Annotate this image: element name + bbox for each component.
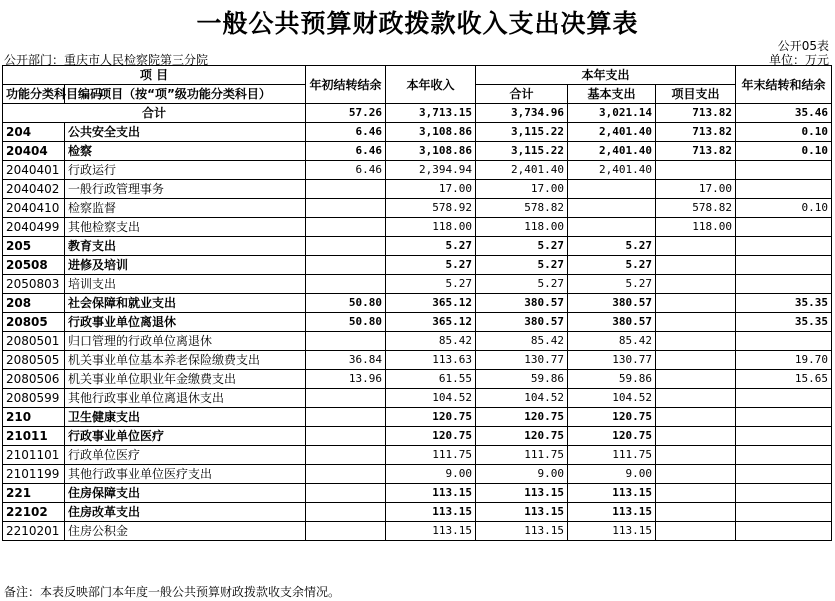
basic-expense-cell: 59.86 xyxy=(568,370,656,389)
basic-expense-cell: 5.27 xyxy=(568,256,656,275)
project-expense-cell xyxy=(656,237,736,256)
row-name-cell: 其他行政事业单位离退休支出 xyxy=(65,389,306,408)
basic-expense-cell xyxy=(568,218,656,237)
row-name-cell: 其他行政事业单位医疗支出 xyxy=(65,465,306,484)
row-code-cell: 2040402 xyxy=(3,180,65,199)
table-row xyxy=(3,465,832,484)
begin-balance-cell xyxy=(306,389,386,408)
row-code-cell: 2080501 xyxy=(3,332,65,351)
header-expense: 本年支出 xyxy=(476,66,736,85)
expense-total-cell: 113.15 xyxy=(476,503,568,522)
basic-expense-cell: 120.75 xyxy=(568,427,656,446)
row-code-cell: 2080505 xyxy=(3,351,65,370)
row-code-cell: 2101199 xyxy=(3,465,65,484)
project-expense-cell xyxy=(656,332,736,351)
footnote: 备注：本表反映部门本年度一般公共预算财政拨款收支余情况。 xyxy=(4,585,341,599)
header-end-balance: 年末结转和结余 xyxy=(736,66,832,104)
form-number: 公开05表 xyxy=(777,39,829,53)
income-cell: 3,713.15 xyxy=(386,104,476,123)
row-code-cell: 2050803 xyxy=(3,275,65,294)
table-row xyxy=(3,104,832,123)
header-basic: 基本支出 xyxy=(568,85,656,104)
project-expense-cell xyxy=(656,408,736,427)
expense-total-cell: 59.86 xyxy=(476,370,568,389)
project-expense-cell xyxy=(656,522,736,541)
begin-balance-cell xyxy=(306,503,386,522)
income-cell: 113.15 xyxy=(386,503,476,522)
table-row xyxy=(3,408,832,427)
report-title: 一般公共预算财政拨款收入支出决算表 xyxy=(196,9,639,38)
basic-expense-cell: 104.52 xyxy=(568,389,656,408)
table-row xyxy=(3,275,832,294)
begin-balance-cell: 13.96 xyxy=(306,370,386,389)
row-name-cell: 行政单位医疗 xyxy=(65,446,306,465)
table-row xyxy=(3,427,832,446)
end-balance-cell xyxy=(736,275,832,294)
row-code-cell: 2080506 xyxy=(3,370,65,389)
project-expense-cell: 713.82 xyxy=(656,104,736,123)
department-label: 公开部门：重庆市人民检察院第三分院 xyxy=(4,53,209,67)
income-cell: 2,394.94 xyxy=(386,161,476,180)
end-balance-cell xyxy=(736,522,832,541)
end-balance-cell xyxy=(736,180,832,199)
row-name-cell: 进修及培训 xyxy=(65,256,306,275)
basic-expense-cell: 5.27 xyxy=(568,237,656,256)
expense-total-cell: 111.75 xyxy=(476,446,568,465)
end-balance-cell: 19.70 xyxy=(736,351,832,370)
expense-total-cell: 104.52 xyxy=(476,389,568,408)
row-code-cell: 2040401 xyxy=(3,161,65,180)
basic-expense-cell: 113.15 xyxy=(568,484,656,503)
header-code: 功能分类科目编码 xyxy=(3,85,65,104)
income-cell: 120.75 xyxy=(386,408,476,427)
end-balance-cell xyxy=(736,465,832,484)
table-row xyxy=(3,522,832,541)
expense-total-cell: 113.15 xyxy=(476,522,568,541)
row-code-cell: 2210201 xyxy=(3,522,65,541)
project-expense-cell xyxy=(656,503,736,522)
income-cell: 3,108.86 xyxy=(386,142,476,161)
begin-balance-cell xyxy=(306,427,386,446)
begin-balance-cell xyxy=(306,446,386,465)
end-balance-cell xyxy=(736,332,832,351)
begin-balance-cell: 50.80 xyxy=(306,313,386,332)
table-row xyxy=(3,294,832,313)
expense-total-cell: 3,115.22 xyxy=(476,142,568,161)
header-project-expense: 项目支出 xyxy=(656,85,736,104)
end-balance-cell xyxy=(736,161,832,180)
basic-expense-cell: 120.75 xyxy=(568,408,656,427)
income-cell: 5.27 xyxy=(386,237,476,256)
end-balance-cell xyxy=(736,389,832,408)
header-income: 本年收入 xyxy=(386,66,476,104)
row-name-cell: 卫生健康支出 xyxy=(65,408,306,427)
income-cell: 118.00 xyxy=(386,218,476,237)
project-expense-cell xyxy=(656,484,736,503)
income-cell: 113.15 xyxy=(386,522,476,541)
table-row xyxy=(3,161,832,180)
end-balance-cell: 35.35 xyxy=(736,294,832,313)
income-cell: 61.55 xyxy=(386,370,476,389)
row-code-cell: 20805 xyxy=(3,313,65,332)
begin-balance-cell xyxy=(306,180,386,199)
row-name-cell: 其他检察支出 xyxy=(65,218,306,237)
expense-total-cell: 5.27 xyxy=(476,237,568,256)
row-name-cell: 归口管理的行政单位离退休 xyxy=(65,332,306,351)
project-expense-cell xyxy=(656,256,736,275)
end-balance-cell xyxy=(736,484,832,503)
income-cell: 113.15 xyxy=(386,484,476,503)
income-cell: 3,108.86 xyxy=(386,123,476,142)
row-code-cell: 208 xyxy=(3,294,65,313)
expense-total-cell: 5.27 xyxy=(476,275,568,294)
basic-expense-cell: 2,401.40 xyxy=(568,123,656,142)
project-expense-cell xyxy=(656,351,736,370)
begin-balance-cell: 6.46 xyxy=(306,123,386,142)
table-row xyxy=(3,446,832,465)
table-body xyxy=(3,104,832,541)
end-balance-cell xyxy=(736,446,832,465)
basic-expense-cell xyxy=(568,199,656,218)
begin-balance-cell xyxy=(306,332,386,351)
row-name-cell: 社会保障和就业支出 xyxy=(65,294,306,313)
basic-expense-cell: 5.27 xyxy=(568,275,656,294)
table-row xyxy=(3,180,832,199)
income-cell: 104.52 xyxy=(386,389,476,408)
expense-total-cell: 118.00 xyxy=(476,218,568,237)
row-name-cell: 机关事业单位基本养老保险缴费支出 xyxy=(65,351,306,370)
income-cell: 578.92 xyxy=(386,199,476,218)
table-row xyxy=(3,142,832,161)
income-cell: 120.75 xyxy=(386,427,476,446)
end-balance-cell xyxy=(736,237,832,256)
income-cell: 365.12 xyxy=(386,294,476,313)
table-row xyxy=(3,389,832,408)
expense-total-cell: 85.42 xyxy=(476,332,568,351)
end-balance-cell: 15.65 xyxy=(736,370,832,389)
begin-balance-cell xyxy=(306,218,386,237)
header-total: 合计 xyxy=(476,85,568,104)
end-balance-cell xyxy=(736,408,832,427)
project-expense-cell xyxy=(656,446,736,465)
row-code-cell: 204 xyxy=(3,123,65,142)
project-expense-cell: 578.82 xyxy=(656,199,736,218)
begin-balance-cell xyxy=(306,484,386,503)
table-row xyxy=(3,313,832,332)
income-cell: 111.75 xyxy=(386,446,476,465)
income-cell: 365.12 xyxy=(386,313,476,332)
basic-expense-cell: 85.42 xyxy=(568,332,656,351)
project-expense-cell: 713.82 xyxy=(656,142,736,161)
begin-balance-cell xyxy=(306,522,386,541)
expense-total-cell: 578.82 xyxy=(476,199,568,218)
table-row xyxy=(3,351,832,370)
expense-total-cell: 120.75 xyxy=(476,427,568,446)
row-code-cell: 21011 xyxy=(3,427,65,446)
row-code-cell: 210 xyxy=(3,408,65,427)
end-balance-cell xyxy=(736,256,832,275)
table-row xyxy=(3,218,832,237)
expense-total-cell: 3,115.22 xyxy=(476,123,568,142)
income-cell: 5.27 xyxy=(386,256,476,275)
row-name-cell: 住房保障支出 xyxy=(65,484,306,503)
expense-total-cell: 5.27 xyxy=(476,256,568,275)
row-code-cell: 2040499 xyxy=(3,218,65,237)
project-expense-cell xyxy=(656,275,736,294)
budget-table xyxy=(2,65,832,541)
row-name-cell: 一般行政管理事务 xyxy=(65,180,306,199)
expense-total-cell: 9.00 xyxy=(476,465,568,484)
end-balance-cell: 0.10 xyxy=(736,123,832,142)
basic-expense-cell: 130.77 xyxy=(568,351,656,370)
end-balance-cell: 0.10 xyxy=(736,199,832,218)
begin-balance-cell xyxy=(306,199,386,218)
row-code-cell: 2101101 xyxy=(3,446,65,465)
begin-balance-cell: 6.46 xyxy=(306,142,386,161)
row-code-cell: 205 xyxy=(3,237,65,256)
row-name-cell: 住房改革支出 xyxy=(65,503,306,522)
project-expense-cell xyxy=(656,294,736,313)
table-row xyxy=(3,370,832,389)
project-expense-cell: 713.82 xyxy=(656,123,736,142)
expense-total-cell: 380.57 xyxy=(476,313,568,332)
end-balance-cell xyxy=(736,503,832,522)
row-name-cell: 行政运行 xyxy=(65,161,306,180)
table-row xyxy=(3,484,832,503)
project-expense-cell xyxy=(656,370,736,389)
row-code-cell: 221 xyxy=(3,484,65,503)
table-row xyxy=(3,332,832,351)
row-name-cell: 检察 xyxy=(65,142,306,161)
basic-expense-cell: 113.15 xyxy=(568,503,656,522)
project-expense-cell: 17.00 xyxy=(656,180,736,199)
row-code-cell: 2080599 xyxy=(3,389,65,408)
income-cell: 17.00 xyxy=(386,180,476,199)
row-name-cell: 住房公积金 xyxy=(65,522,306,541)
table-row xyxy=(3,256,832,275)
project-expense-cell xyxy=(656,427,736,446)
row-code-cell: 2040410 xyxy=(3,199,65,218)
begin-balance-cell xyxy=(306,256,386,275)
expense-total-cell: 130.77 xyxy=(476,351,568,370)
row-name-cell: 培训支出 xyxy=(65,275,306,294)
begin-balance-cell: 50.80 xyxy=(306,294,386,313)
expense-total-cell: 380.57 xyxy=(476,294,568,313)
row-name-cell: 检察监督 xyxy=(65,199,306,218)
begin-balance-cell xyxy=(306,275,386,294)
begin-balance-cell: 57.26 xyxy=(306,104,386,123)
row-name-cell: 合计 xyxy=(3,104,306,123)
expense-total-cell: 17.00 xyxy=(476,180,568,199)
table-row xyxy=(3,237,832,256)
begin-balance-cell xyxy=(306,408,386,427)
end-balance-cell xyxy=(736,218,832,237)
end-balance-cell xyxy=(736,427,832,446)
basic-expense-cell: 9.00 xyxy=(568,465,656,484)
income-cell: 9.00 xyxy=(386,465,476,484)
row-name-cell: 公共安全支出 xyxy=(65,123,306,142)
end-balance-cell: 35.46 xyxy=(736,104,832,123)
begin-balance-cell: 36.84 xyxy=(306,351,386,370)
project-expense-cell xyxy=(656,389,736,408)
basic-expense-cell: 111.75 xyxy=(568,446,656,465)
header-name: 项目（按“项”级功能分类科目） xyxy=(65,85,306,104)
table-row xyxy=(3,199,832,218)
begin-balance-cell: 6.46 xyxy=(306,161,386,180)
income-cell: 5.27 xyxy=(386,275,476,294)
row-code-cell: 20508 xyxy=(3,256,65,275)
basic-expense-cell: 3,021.14 xyxy=(568,104,656,123)
basic-expense-cell xyxy=(568,180,656,199)
row-name-cell: 机关事业单位职业年金缴费支出 xyxy=(65,370,306,389)
table-row xyxy=(3,503,832,522)
expense-total-cell: 2,401.40 xyxy=(476,161,568,180)
header-begin-balance: 年初结转结余 xyxy=(306,66,386,104)
row-code-cell: 20404 xyxy=(3,142,65,161)
unit-label: 单位：万元 xyxy=(768,53,829,67)
end-balance-cell: 35.35 xyxy=(736,313,832,332)
row-name-cell: 行政事业单位医疗 xyxy=(65,427,306,446)
basic-expense-cell: 380.57 xyxy=(568,313,656,332)
expense-total-cell: 3,734.96 xyxy=(476,104,568,123)
header-project: 项 目 xyxy=(3,66,306,85)
expense-total-cell: 120.75 xyxy=(476,408,568,427)
row-name-cell: 行政事业单位离退休 xyxy=(65,313,306,332)
end-balance-cell: 0.10 xyxy=(736,142,832,161)
row-code-cell: 22102 xyxy=(3,503,65,522)
begin-balance-cell xyxy=(306,237,386,256)
basic-expense-cell: 380.57 xyxy=(568,294,656,313)
project-expense-cell xyxy=(656,161,736,180)
begin-balance-cell xyxy=(306,465,386,484)
income-cell: 113.63 xyxy=(386,351,476,370)
income-cell: 85.42 xyxy=(386,332,476,351)
basic-expense-cell: 2,401.40 xyxy=(568,161,656,180)
basic-expense-cell: 113.15 xyxy=(568,522,656,541)
basic-expense-cell: 2,401.40 xyxy=(568,142,656,161)
table-row xyxy=(3,123,832,142)
expense-total-cell: 113.15 xyxy=(476,484,568,503)
row-name-cell: 教育支出 xyxy=(65,237,306,256)
project-expense-cell xyxy=(656,465,736,484)
project-expense-cell xyxy=(656,313,736,332)
project-expense-cell: 118.00 xyxy=(656,218,736,237)
